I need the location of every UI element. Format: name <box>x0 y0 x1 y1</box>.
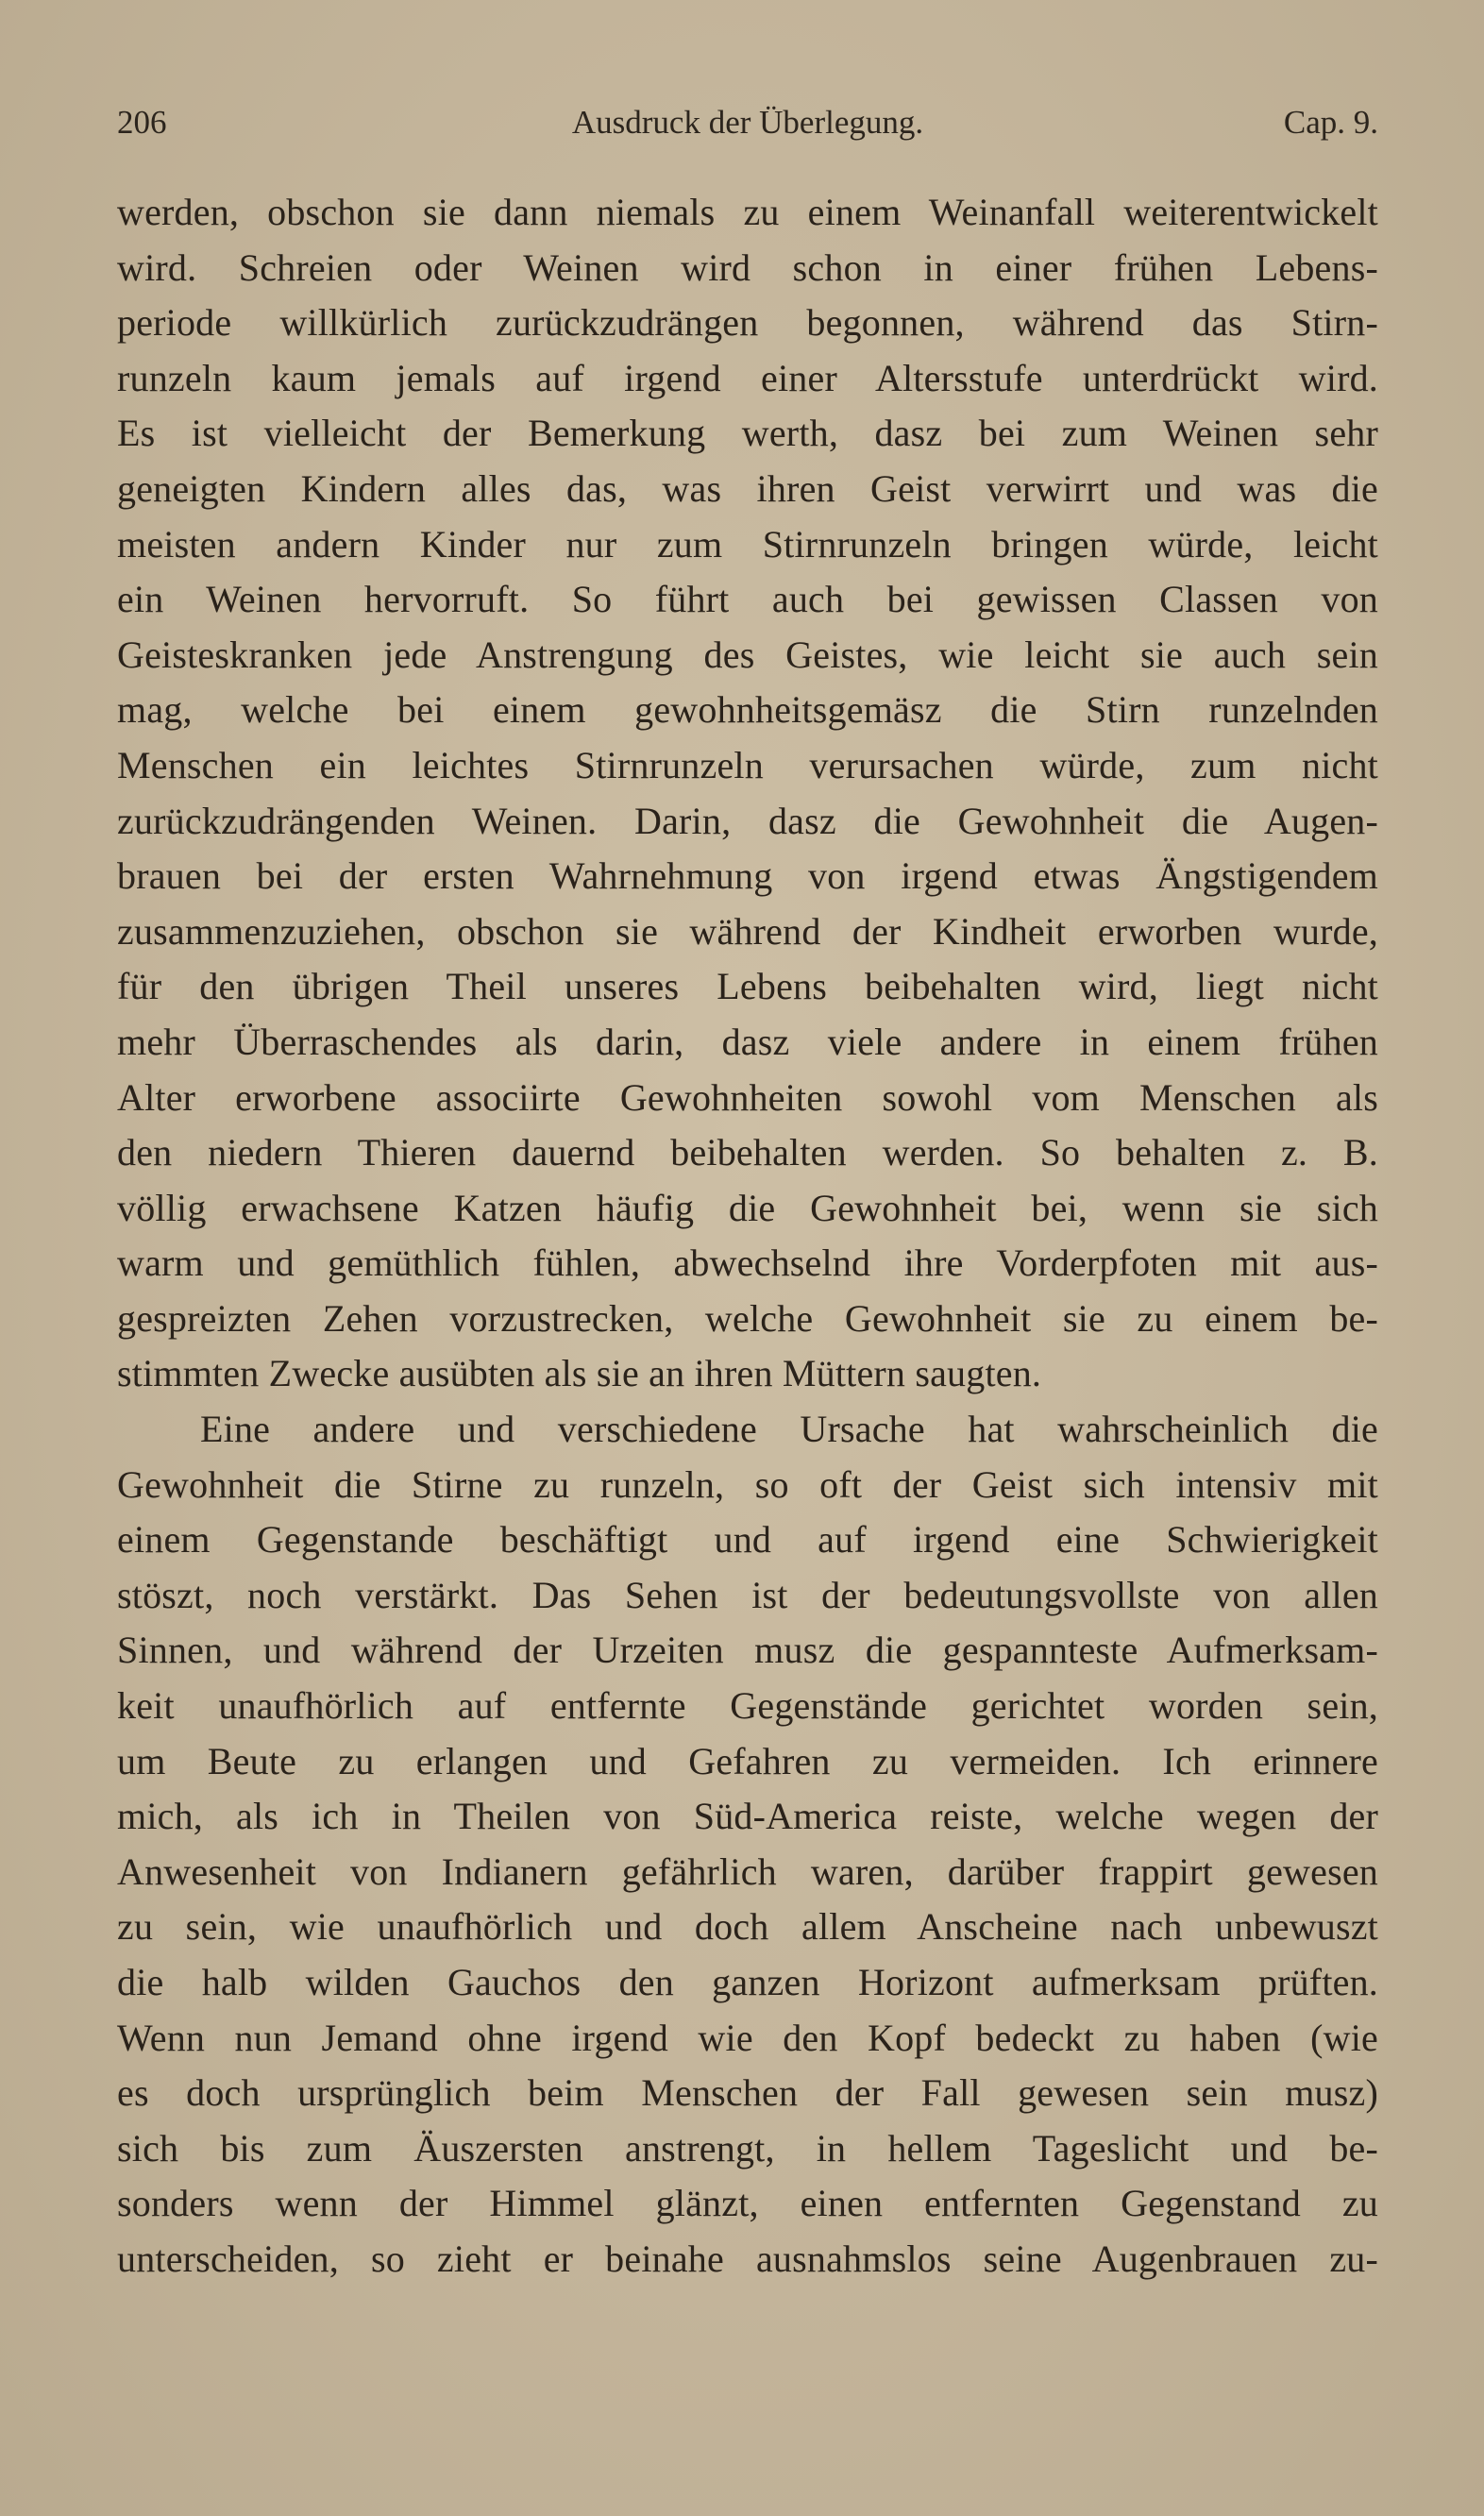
text-line: Sinnen, und während der Urzeiten musz die gespannteste Aufmerksam- <box>117 1629 1378 1672</box>
text-line: Alter erworbene associirte Gewohnheiten sowohl vom Menschen als <box>117 1075 1378 1119</box>
text-line: Es ist vielleicht der Bemerkung werth, dasz bei zum Weinen sehr <box>117 412 1378 455</box>
text-line: um Beute zu erlangen und Gefahren zu vermeiden. Ich erinnere <box>117 1739 1378 1782</box>
text-line: sich bis zum Äuszersten anstrengt, in hellem Tageslicht und be- <box>117 2126 1378 2170</box>
text-line: stöszt, noch verstärkt. Das Sehen ist der bedeutungsvollste von allen <box>117 1573 1378 1616</box>
text-line: völlig erwachsene Katzen häufig die Gewohnheit bei, wenn sie sich <box>117 1186 1378 1229</box>
text-line: zusammenzuziehen, obschon sie während der Kindheit erworben wurde, <box>117 909 1378 953</box>
text-line: zurückzudrängenden Weinen. Darin, dasz die Gewohnheit die Augen- <box>117 799 1378 842</box>
text-line: periode willkürlich zurückzudrängen begonnen, während das Stirn- <box>117 301 1378 345</box>
text-line: geneigten Kindern alles das, was ihren Geist verwirrt und was die <box>117 466 1378 510</box>
text-line: gespreizten Zehen vorzustrecken, welche Gewohnheit sie zu einem be- <box>117 1296 1378 1340</box>
text-line: ein Weinen hervorruft. So führt auch bei gewissen Classen von <box>117 578 1378 621</box>
text-line: meisten andern Kinder nur zum Stirnrunzeln bringen würde, leicht <box>117 522 1378 566</box>
paragraph-end-line: stimmten Zwecke ausübten als sie an ihren Müttern saugten. <box>117 1352 1042 1395</box>
text-line: unterscheiden, so zieht er beinahe ausnahmslos seine Augenbrauen zu- <box>117 2237 1378 2280</box>
text-line: einem Gegenstande beschäftigt und auf irgend eine Schwierigkeit <box>117 1518 1378 1562</box>
page-number: 206 <box>117 104 167 141</box>
text-line: warm und gemüthlich fühlen, abwechselnd ihre Vorderpfoten mit aus- <box>117 1241 1378 1285</box>
chapter-label: Cap. 9. <box>1283 104 1378 141</box>
text-line: Geisteskranken jede Anstrengung des Geistes, wie leicht sie auch sein <box>117 633 1378 676</box>
running-title: Ausdruck der Überlegung. <box>571 104 924 141</box>
text-line: mehr Überraschendes als darin, dasz viele andere in einem frühen <box>117 1020 1378 1063</box>
text-line: den niedern Thieren dauernd beibehalten werden. So behalten z. B. <box>117 1131 1378 1174</box>
text-line: Wenn nun Jemand ohne irgend wie den Kopf bedeckt zu haben (wie <box>117 2016 1378 2059</box>
text-line: Anwesenheit von Indianern gefährlich waren, darüber frappirt gewesen <box>117 1849 1378 1893</box>
text-line: die halb wilden Gauchos den ganzen Horizont aufmerksam prüften. <box>117 1961 1378 2003</box>
text-line: für den übrigen Theil unseres Lebens beibehalten wird, liegt nicht <box>117 965 1378 1008</box>
text-line: brauen bei der ersten Wahrnehmung von irgend etwas Ängstigendem <box>117 854 1378 898</box>
text-line: werden, obschon sie dann niemals zu einem Weinanfall weiterentwickelt <box>117 191 1378 233</box>
paragraph-start-line: Eine andere und verschiedene Ursache hat wahrscheinlich die <box>200 1408 1378 1451</box>
body-text <box>117 185 1378 2288</box>
text-line: mag, welche bei einem gewohnheitsgemäsz die Stirn runzelnden <box>117 688 1378 732</box>
text-line: Menschen ein leichtes Stirnrunzeln verursachen würde, zum nicht <box>117 743 1378 786</box>
text-line: mich, als ich in Theilen von Süd-America reiste, welche wegen der <box>117 1795 1378 1838</box>
text-line: keit unaufhörlich auf entfernte Gegenstände gerichtet worden sein, <box>117 1684 1378 1728</box>
page-header <box>117 96 1378 149</box>
text-line: wird. Schreien oder Weinen wird schon in einer frühen Lebens- <box>117 245 1378 289</box>
text-line: Gewohnheit die Stirne zu runzeln, so oft der Geist sich intensiv mit <box>117 1462 1378 1506</box>
text-line: sonders wenn der Himmel glänzt, einen entfernten Gegenstand zu <box>117 2182 1378 2225</box>
text-line: runzeln kaum jemals auf irgend einer Altersstufe unterdrückt wird. <box>117 356 1378 399</box>
text-line: zu sein, wie unaufhörlich und doch allem Anscheine nach unbewuszt <box>117 1905 1378 1949</box>
text-line: es doch ursprünglich beim Menschen der Fall gewesen sein musz) <box>117 2071 1378 2115</box>
